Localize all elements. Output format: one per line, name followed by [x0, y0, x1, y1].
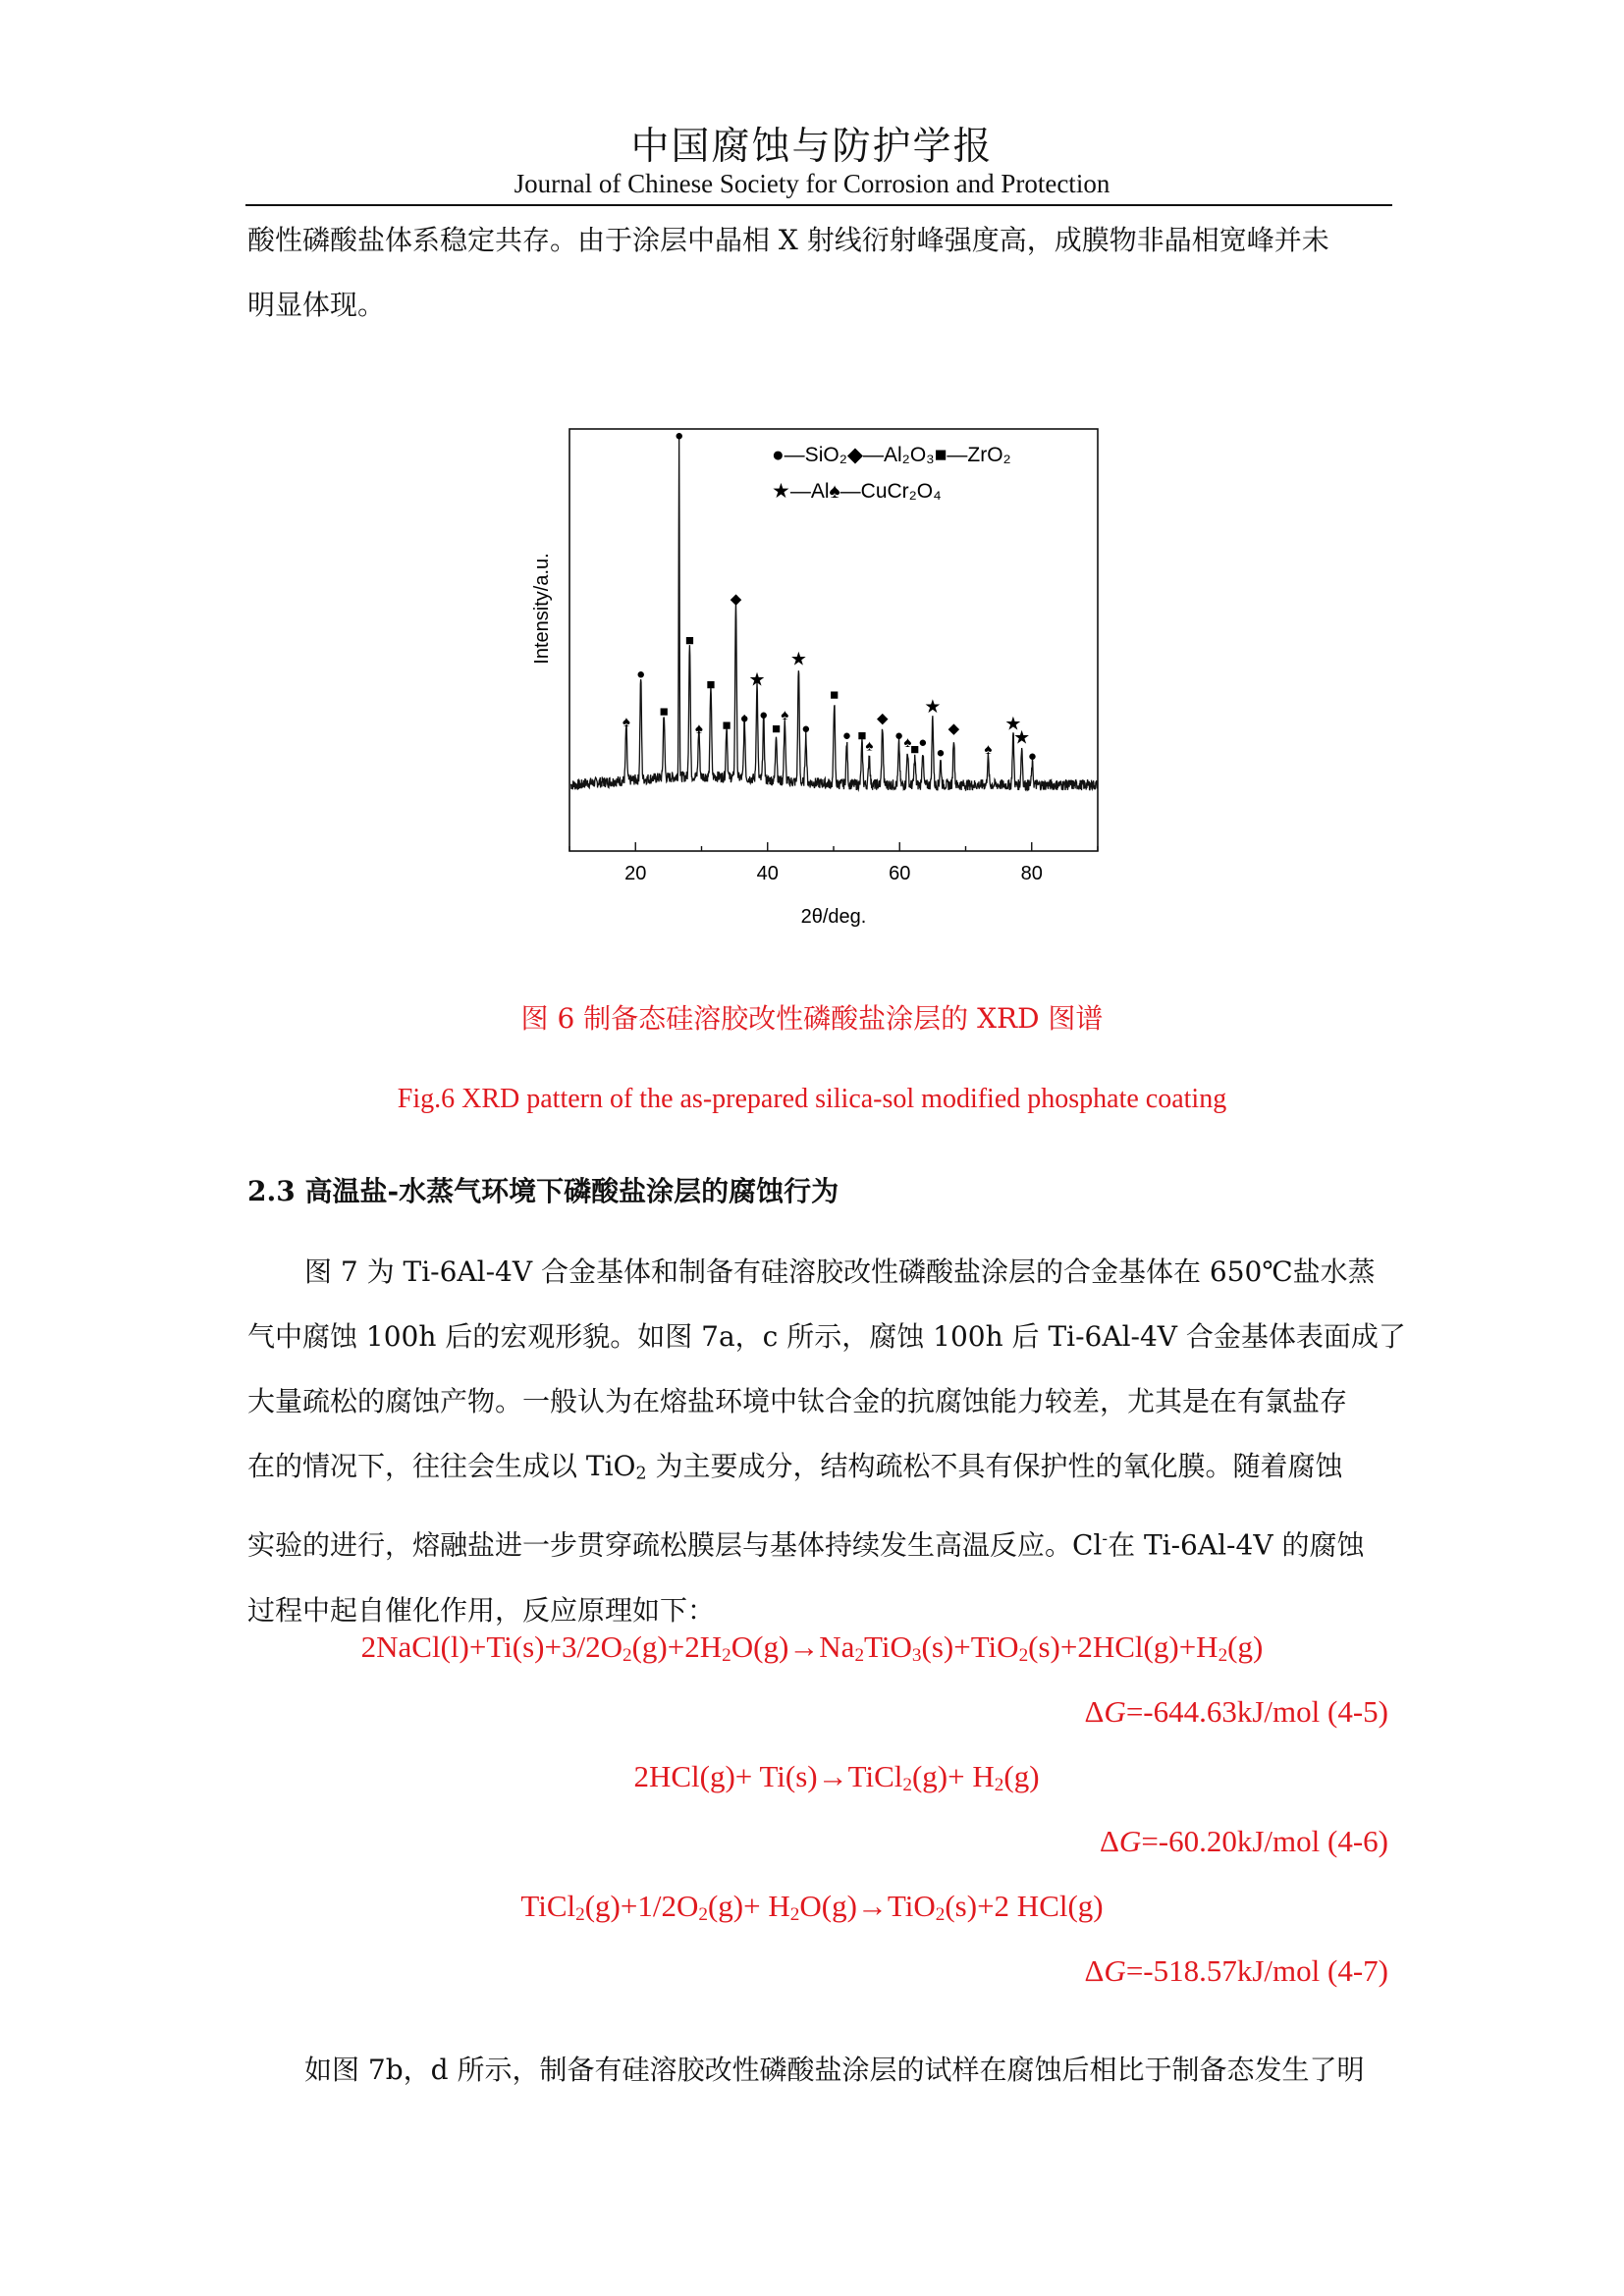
y-axis-label: Intensity/a.u. [531, 553, 553, 665]
body-line-1: 图 7 为 Ti-6Al-4V 合金基体和制备有硅溶胶改性磷酸盐涂层的合金基体在 650℃盐水蒸 [304, 1255, 1376, 1288]
intro-line-1: 酸性磷酸盐体系稳定共存。由于涂层中晶相 X 射线衍射峰强度高，成膜物非晶相宽峰并未 [247, 224, 1329, 256]
closing-paragraph [247, 2038, 1388, 2103]
x-axis-label: 2θ/deg. [800, 906, 867, 928]
equation-4-5-gibbs: ΔG=-644.63kJ/mol (4-5) [1084, 1694, 1388, 1729]
peak-marker-al: ★ [748, 669, 766, 691]
peak-marker-al: ★ [789, 649, 807, 670]
x-tick-label: 80 [1020, 863, 1043, 884]
equation-4-7-gibbs: ΔG=-518.57kJ/mol (4-7) [1084, 1953, 1388, 1988]
body-line-5-part-a: 实验的进行，熔融盐进一步贯穿疏松膜层与基体持续发生高温反应。Cl [247, 1528, 1103, 1562]
peak-marker-sio2: ● [936, 744, 946, 762]
legend-sio2: ●—SiO₂ [772, 444, 847, 466]
body-paragraph [247, 1240, 1406, 1643]
header-divider [245, 204, 1392, 206]
peak-marker-sio2: ● [759, 707, 769, 724]
body-line-5 [247, 1506, 1388, 1577]
body-line-5-part-b: 在 Ti-6Al-4V 的腐蚀 [1108, 1528, 1365, 1562]
peak-marker-zro2: ■ [830, 686, 839, 704]
section-heading: 2.3 高温盐-水蒸气环境下磷酸盐涂层的腐蚀行为 [247, 1175, 839, 1207]
legend-row-1 [772, 444, 1011, 466]
journal-title-en: Journal of Chinese Society for Corrosion and Protection [514, 169, 1110, 198]
peak-marker-cucr2o4: ♠ [694, 721, 703, 738]
peak-marker-al2o3: ◆ [876, 710, 889, 727]
closing-line: 如图 7b，d 所示，制备有硅溶胶改性磷酸盐涂层的试样在腐蚀后相比于制备态发生了明 [304, 2054, 1365, 2086]
peak-marker-sio2: ● [1027, 747, 1037, 765]
peak-marker-cucr2o4: ♠ [984, 740, 993, 758]
body-line-4-part-a: 在的情况下，往往会生成以 TiO [247, 1450, 636, 1482]
peak-marker-al2o3: ◆ [730, 591, 742, 609]
body-line-3: 大量疏松的腐蚀产物。一般认为在熔盐环境中钛合金的抗腐蚀能力较差，尤其是在有氯盐存 [247, 1385, 1348, 1417]
peak-marker-al2o3: ◆ [947, 721, 960, 738]
tio2-subscript: 2 [635, 1464, 647, 1484]
xrd-chart [531, 417, 1100, 937]
peak-marker-cucr2o4: ♠ [903, 733, 912, 751]
peak-marker-cucr2o4: ♠ [622, 714, 630, 731]
peak-marker-zro2: ■ [684, 631, 694, 649]
body-line-4 [247, 1434, 1388, 1506]
legend-al: ★—Al [772, 480, 830, 503]
peak-marker-zro2: ■ [706, 675, 716, 693]
peak-marker-sio2: ● [675, 427, 684, 445]
journal-title-cn: 中国腐蚀与防护学报 [630, 125, 994, 169]
peak-marker-zro2: ■ [910, 740, 920, 758]
peak-marker-sio2: ● [918, 733, 928, 751]
xrd-figure [531, 417, 1100, 937]
body-line-2: 气中腐蚀 100h 后的宏观形貌。如图 7a，c 所示，腐蚀 100h 后 Ti-6Al-4V 合金基体表面成了 [247, 1320, 1406, 1353]
equation-4-5: $2NaCl(l)+Ti(s)+3/2O_2(g)+2H_2O(g)\to Na_2TiO_3(s)+TiO_2(s)+2HCl(g)+H_2(g)$ [360, 1629, 1264, 1666]
legend-zro2: ■—ZrO₂ [934, 444, 1011, 466]
body-line-4-part-b: 为主要成分，结构疏松不具有保护性的氧化膜。随着腐蚀 [655, 1450, 1343, 1482]
legend-al2o3: ◆—Al₂O₃ [846, 444, 935, 466]
figure-caption-cn: 图 6 制备态硅溶胶改性磷酸盐涂层的 XRD 图谱 [520, 1002, 1104, 1035]
peak-marker-al: ★ [924, 697, 942, 719]
intro-line-2: 明显体现。 [247, 289, 386, 321]
legend-row-2 [772, 480, 942, 503]
body-line-6: 过程中起自催化作用，反应原理如下： [247, 1593, 716, 1627]
x-tick-label: 60 [889, 863, 911, 884]
peak-marker-al: ★ [1004, 714, 1022, 735]
peak-marker-zro2: ■ [659, 703, 669, 721]
legend [772, 444, 1011, 503]
peak-marker-sio2: ● [894, 726, 904, 744]
x-tick-label: 40 [756, 863, 779, 884]
figure-caption-en: Fig.6 XRD pattern of the as-prepared silica-sol modified phosphate coating [397, 1084, 1227, 1114]
peak-marker-sio2: ● [636, 666, 646, 683]
peak-marker-zro2: ■ [722, 717, 731, 734]
equation-4-6-gibbs: ΔG=-60.20kJ/mol (4-6) [1099, 1824, 1388, 1858]
peak-marker-zro2: ■ [771, 721, 782, 738]
peak-marker-zro2: ■ [857, 726, 867, 744]
x-tick-label: 20 [624, 863, 647, 884]
legend-cucr2o4: ♠—CuCr₂O₄ [829, 480, 942, 503]
peak-marker-cucr2o4: ♠ [865, 737, 874, 755]
peak-marker-al: ★ [1013, 727, 1031, 749]
chloride-superscript: - [1102, 1528, 1109, 1549]
equation-4-6: 2HCl(g)+ Ti(s)→TiCl$_2$(g)+ $H_2(g)$ [633, 1759, 1040, 1795]
equation-4-7: $TiCl_2(g)+1/2O_2(g)+ H_2O(g)\to TiO_2(s)+2$ HCl(g) [520, 1889, 1104, 1925]
peak-marker-sio2: ● [801, 721, 811, 738]
peak-marker-sio2: ● [841, 726, 851, 744]
peak-marker-sio2: ● [739, 710, 749, 727]
peak-marker-cucr2o4: ♠ [781, 707, 789, 724]
intro-paragraph [247, 208, 1388, 338]
